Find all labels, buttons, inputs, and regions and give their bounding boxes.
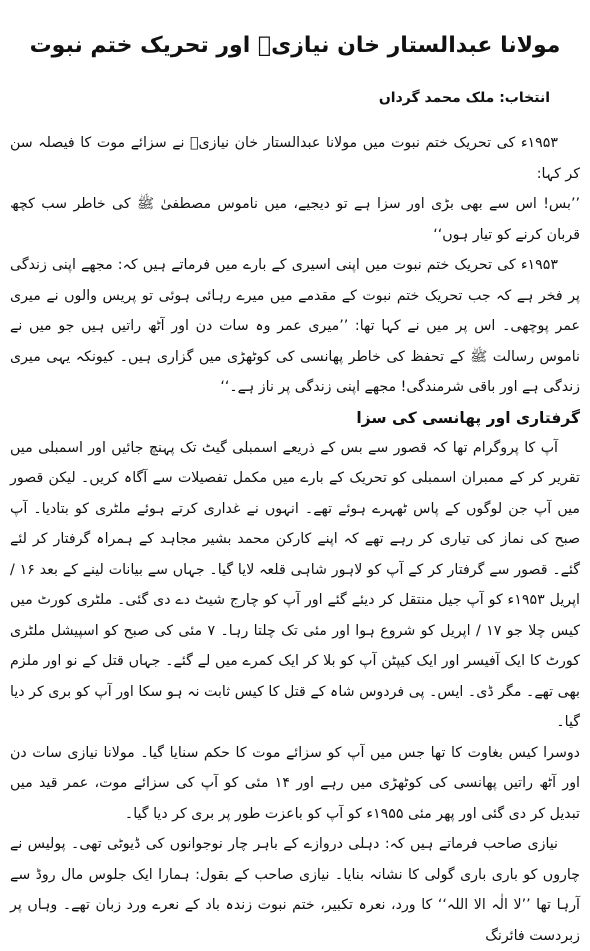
article-byline: انتخاب: ملک محمد گرداں [378, 89, 550, 106]
quote-paragraph: ’’بس! اس سے بھی بڑی اور سزا ہے تو دیجیے، میں ناموس مصطفیٰ ﷺ کی خاطر سب کچھ قربان کرنے کو تیار ہوں‘‘ [10, 196, 580, 243]
article-title: مولانا عبدالستار خان نیازیؒ اور تحریک ختم نبوت [29, 33, 561, 58]
article-body [10, 128, 580, 951]
body-paragraph-arrest: آپ کا پروگرام تھا کہ قصور سے بس کے ذریعے اسمبلی گیٹ تک پہنچ جائیں اور اسمبلی میں تقریر کر کے ممبران اسمبلی کو تحریک کے بارے میں مکمل تفصیلات سے آگاہ کریں۔ لیکن قصور میں آپ جن لوگوں کے پاس ٹھہرے ہوئے تھے۔ انہوں نے غداری کرتے ہوئے ملٹری کو بتادیا۔ آپ صبح کی نماز کی تیاری کر رہے تھے کہ اپنے کارکن محمد بشیر مجاہد کے ہمراہ گرفتار کر لئے گئے۔ قصور سے گرفتار کر کے آپ کو لاہور شاہی قلعہ لایا گیا۔ جہاں سے بیانات لینے کے بعد ۱۶ / اپریل ۱۹۵۳ء کو آپ جیل منتقل کر دیئے گئے اور آپ کو چارج شیٹ دے دی گئی۔ ملٹری کورٹ میں کیس چلا جو ۱۷ / اپریل کو شروع ہوا اور مئی تک چلتا رہا۔ ۷ مئی کی صبح کو اسپیشل ملٹری کورٹ کا ایک آفیسر اور ایک کیپٹن آپ کو بلا کر ایک کمرے میں لے گئے۔ جہاں قتل کے نو اور ملزم بھی تھے۔ مگر ڈی۔ ایس۔ پی فردوس شاہ کے قتل کا کیس ثابت نہ ہو سکا اور آپ کو بری کر دیا گیا۔ [10, 439, 580, 731]
body-paragraph-second-case: دوسرا کیس بغاوت کا تھا جس میں آپ کو سزائے موت کا حکم سنایا گیا۔ مولانا نیازی سات دن اور آٹھ راتیں پھانسی کی کوٹھڑی میں رہے اور ۱۴ مئی کو آپ کی سزائے موت، عمر قید میں تبدیل کر دی گئی اور پھر مئی ۱۹۵۵ء کو آپ کو باعزت طور پر بری کر دیا گیا۔ [10, 744, 580, 822]
article-page [10, 0, 580, 944]
intro-paragraph: ۱۹۵۳ء کی تحریک ختم نبوت میں مولانا عبدالستار خان نیازیؒ نے سزائے موت کا فیصلہ سن کر کہا: [10, 135, 580, 182]
section-heading: گرفتاری اور پھانسی کی سزا [356, 408, 580, 427]
body-paragraph-imprisonment: ۱۹۵۳ء کی تحریک ختم نبوت میں اپنی اسیری کے بارے میں فرماتے ہیں کہ: مجھے اپنی زندگی پر فخر ہے کہ جب تحریک ختم نبوت کے مقدمے میں میرے رہائی ہوئی تو پریس والوں نے میری عمر پوچھی۔ اس پر میں نے کہا تھا: ’’میری عمر وہ سات دن اور آٹھ راتیں ہیں جو میں نے ناموس رسالت ﷺ کے تحفظ کی خاطر پھانسی کی کوٹھڑی میں گزاری ہیں۔ کیونکہ یہی میری زندگی ہے اور باقی شرمندگی! مجھے اپنی زندگی پر ناز ہے۔‘‘ [10, 257, 580, 396]
body-paragraph-firing: نیازی صاحب فرماتے ہیں کہ: دہلی دروازے کے باہر چار نوجوانوں کی ڈیوٹی تھی۔ پولیس نے چاروں کو باری باری گولی کا نشانہ بنایا۔ نیازی صاحب کے بقول: ہمارا ایک جلوس مال روڈ سے آرہا تھا ’’لا الٰہ الا اللہ‘‘ کا ورد، نعرہ تکبیر، ختم نبوت زندہ باد کے نعرے ورد زبان تھے۔ وہاں پر زبردست فائرنگ [10, 836, 580, 944]
